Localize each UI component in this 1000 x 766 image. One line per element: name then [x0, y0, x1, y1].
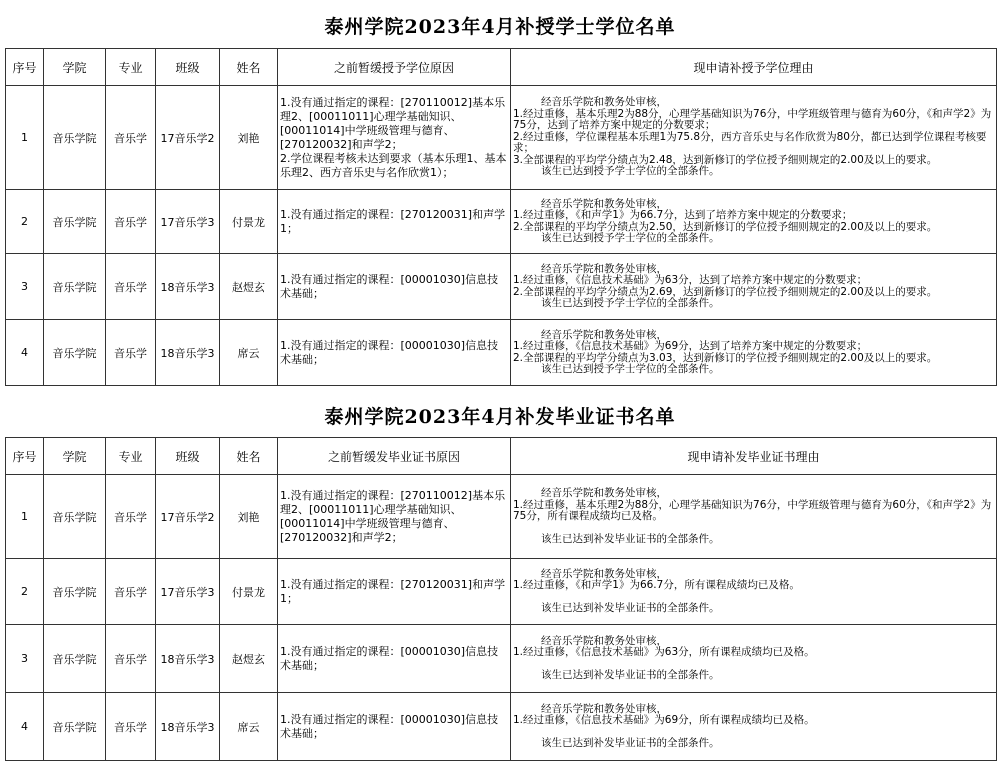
header-college: 学院: [44, 49, 106, 86]
justification-line: 该生已达到授予学士学位的全部条件。: [541, 232, 720, 244]
degree-table: [5, 48, 997, 386]
row-number: 2: [6, 559, 44, 625]
justification-line: 2.全部课程的平均学分绩点为2.50，达到新修订的学位授予细则规定的2.00及以上的要求。: [513, 220, 938, 233]
justification-line: 经音乐学院和教务处审核，: [541, 634, 667, 647]
class-cell: 18音乐学3: [156, 693, 220, 761]
major-cell: 音乐学: [106, 625, 156, 693]
reason-cell: [278, 559, 511, 625]
justification-line: 1.经过重修，《和声学1》为66.7分，达到了培养方案中规定的分数要求；: [513, 209, 853, 221]
header-justification: 现申请补授予学位理由: [511, 49, 997, 86]
header-reason: 之前暂缓发毕业证书原因: [278, 438, 511, 475]
justification-line: 经音乐学院和教务处审核，: [541, 262, 667, 275]
student-name: 席云: [220, 693, 278, 761]
class-cell: 17音乐学2: [156, 86, 220, 190]
major-cell: 音乐学: [106, 693, 156, 761]
student-name: 刘艳: [220, 475, 278, 559]
header-no: 序号: [6, 438, 44, 475]
major-cell: 音乐学: [106, 320, 156, 386]
justification-line: 2.全部课程的平均学分绩点为3.03，达到新修订的学位授予细则规定的2.00及以上的要求。: [513, 351, 938, 364]
student-name: 付景龙: [220, 190, 278, 254]
reason-cell: [278, 625, 511, 693]
justification-line: 1.经过重修，基本乐理2为88分，心理学基础知识为76分，中学班级管理与德育为60分，《和声学2》为75分，达到了培养方案中规定的分数要求；: [513, 107, 992, 132]
class-cell: 17音乐学3: [156, 190, 220, 254]
reason-line: 1.没有通过指定的课程：[270120031]和声学1；: [280, 577, 506, 605]
justification-line: 2.全部课程的平均学分绩点为2.69，达到新修订的学位授予细则规定的2.00及以上的要求。: [513, 285, 938, 298]
justification-line: 1.经过重修，《信息技术基础》为69分，所有课程成绩均已及格。: [513, 714, 815, 727]
justification-line: 1.经过重修，基本乐理2为88分，心理学基础知识为76分，中学班级管理与德育为60分，《和声学2》为75分，所有课程成绩均已及格。: [513, 498, 992, 522]
table-row: [6, 320, 997, 386]
justification-line: 经音乐学院和教务处审核，: [541, 328, 667, 341]
reason-line: 1.没有通过指定的课程：[00001030]信息技术基础；: [280, 272, 499, 300]
class-cell: 18音乐学3: [156, 254, 220, 320]
certificate-table: [5, 437, 997, 761]
college-cell: 音乐学院: [44, 254, 106, 320]
justification-line: 1.经过重修，《信息技术基础》为69分，达到了培养方案中规定的分数要求；: [513, 340, 868, 352]
reason-cell: [278, 86, 511, 190]
major-cell: 音乐学: [106, 86, 156, 190]
table-row: [6, 625, 997, 693]
degree-header-row: [6, 49, 997, 86]
justification-line: [513, 523, 994, 534]
major-cell: 音乐学: [106, 254, 156, 320]
header-justification: 现申请补发毕业证书理由: [511, 438, 997, 475]
table-row: [6, 86, 997, 190]
major-cell: 音乐学: [106, 475, 156, 559]
header-name: 姓名: [220, 438, 278, 475]
college-cell: 音乐学院: [44, 559, 106, 625]
reason-cell: [278, 320, 511, 386]
college-cell: 音乐学院: [44, 693, 106, 761]
reason-line: 2.学位课程考核未达到要求（基本乐理1、基本乐理2、西方音乐史与名作欣赏1）；: [280, 151, 507, 179]
major-cell: 音乐学: [106, 559, 156, 625]
row-number: 3: [6, 625, 44, 693]
justification-cell: [511, 625, 997, 693]
header-name: 姓名: [220, 49, 278, 86]
justification-cell: [511, 254, 997, 320]
justification-line: 该生已达到授予学士学位的全部条件。: [541, 297, 720, 309]
row-number: 3: [6, 254, 44, 320]
justification-line: 1.经过重修，《和声学1》为66.7分，所有课程成绩均已及格。: [513, 579, 800, 592]
row-number: 2: [6, 190, 44, 254]
header-major: 专业: [106, 438, 156, 475]
justification-line: 经音乐学院和教务处审核，: [541, 197, 667, 210]
college-cell: 音乐学院: [44, 475, 106, 559]
justification-line: 经音乐学院和教务处审核，: [541, 96, 667, 109]
justification-line: 该生已达到补发毕业证书的全部条件。: [541, 601, 720, 614]
table-row: [6, 190, 997, 254]
justification-cell: [511, 190, 997, 254]
degree-list-title: 泰州学院2023年4月补授学士学位名单: [324, 16, 676, 38]
header-class: 班级: [156, 49, 220, 86]
header-major: 专业: [106, 49, 156, 86]
justification-line: 经音乐学院和教务处审核，: [541, 567, 667, 580]
justification-cell: [511, 86, 997, 190]
class-cell: 18音乐学3: [156, 320, 220, 386]
college-cell: 音乐学院: [44, 86, 106, 190]
justification-line: 该生已达到补发毕业证书的全部条件。: [541, 532, 720, 545]
justification-cell: [511, 693, 997, 761]
college-cell: 音乐学院: [44, 625, 106, 693]
justification-line: 该生已达到授予学士学位的全部条件。: [541, 363, 720, 375]
reason-cell: [278, 254, 511, 320]
student-name: 赵煜玄: [220, 625, 278, 693]
justification-cell: [511, 475, 997, 559]
student-name: 付景龙: [220, 559, 278, 625]
header-college: 学院: [44, 438, 106, 475]
justification-line: 该生已达到授予学士学位的全部条件。: [541, 165, 720, 178]
reason-line: 1.没有通过指定的课程：[00001030]信息技术基础；: [280, 338, 499, 366]
row-number: 1: [6, 475, 44, 559]
class-cell: 17音乐学2: [156, 475, 220, 559]
justification-line: 3.全部课程的平均学分绩点为2.48，达到新修订的学位授予细则规定的2.00及以上的要求。: [513, 153, 938, 166]
header-class: 班级: [156, 438, 220, 475]
reason-line: 1.没有通过指定的课程：[270120031]和声学1；: [280, 207, 506, 235]
college-cell: 音乐学院: [44, 320, 106, 386]
justification-line: 经音乐学院和教务处审核，: [541, 702, 667, 715]
justification-cell: [511, 559, 997, 625]
reason-cell: [278, 475, 511, 559]
row-number: 1: [6, 86, 44, 190]
class-cell: 17音乐学3: [156, 559, 220, 625]
class-cell: 18音乐学3: [156, 625, 220, 693]
reason-cell: [278, 693, 511, 761]
reason-line: 1.没有通过指定的课程：[00001030]信息技术基础；: [280, 712, 499, 740]
row-number: 4: [6, 320, 44, 386]
reason-line: 1.没有通过指定的课程：[270110012]基本乐理2、[00011011]心理学基础知识、[00011014]中学班级管理与德育、[270120032]和声学2；: [280, 488, 506, 544]
justification-line: 1.经过重修，《信息技术基础》为63分，所有课程成绩均已及格。: [513, 646, 815, 659]
college-cell: 音乐学院: [44, 190, 106, 254]
row-number: 4: [6, 693, 44, 761]
student-name: 刘艳: [220, 86, 278, 190]
certificate-header-row: [6, 438, 997, 475]
table-row: [6, 559, 997, 625]
reason-line: 1.没有通过指定的课程：[00001030]信息技术基础；: [280, 644, 499, 672]
student-name: 席云: [220, 320, 278, 386]
header-no: 序号: [6, 49, 44, 86]
table-row: [6, 254, 997, 320]
justification-line: 该生已达到补发毕业证书的全部条件。: [541, 736, 720, 749]
certificate-list-title: 泰州学院2023年4月补发毕业证书名单: [324, 406, 676, 428]
major-cell: 音乐学: [106, 190, 156, 254]
table-row: [6, 693, 997, 761]
justification-line: 2.经过重修，学位课程基本乐理1为75.8分，西方音乐史与名作欣赏为80分，都已达到学位课程考核要求；: [513, 130, 987, 155]
justification-line: 1.经过重修，《信息技术基础》为63分，达到了培养方案中规定的分数要求；: [513, 274, 868, 286]
student-name: 赵煜玄: [220, 254, 278, 320]
justification-cell: [511, 320, 997, 386]
reason-line: 1.没有通过指定的课程：[270110012]基本乐理2、[00011011]心理学基础知识、[00011014]中学班级管理与德育、[270120032]和声学2；: [280, 95, 506, 151]
header-reason: 之前暂缓授予学位原因: [278, 49, 511, 86]
justification-line: 该生已达到补发毕业证书的全部条件。: [541, 668, 720, 681]
justification-line: 经音乐学院和教务处审核，: [541, 487, 667, 499]
reason-cell: [278, 190, 511, 254]
table-row: [6, 475, 997, 559]
